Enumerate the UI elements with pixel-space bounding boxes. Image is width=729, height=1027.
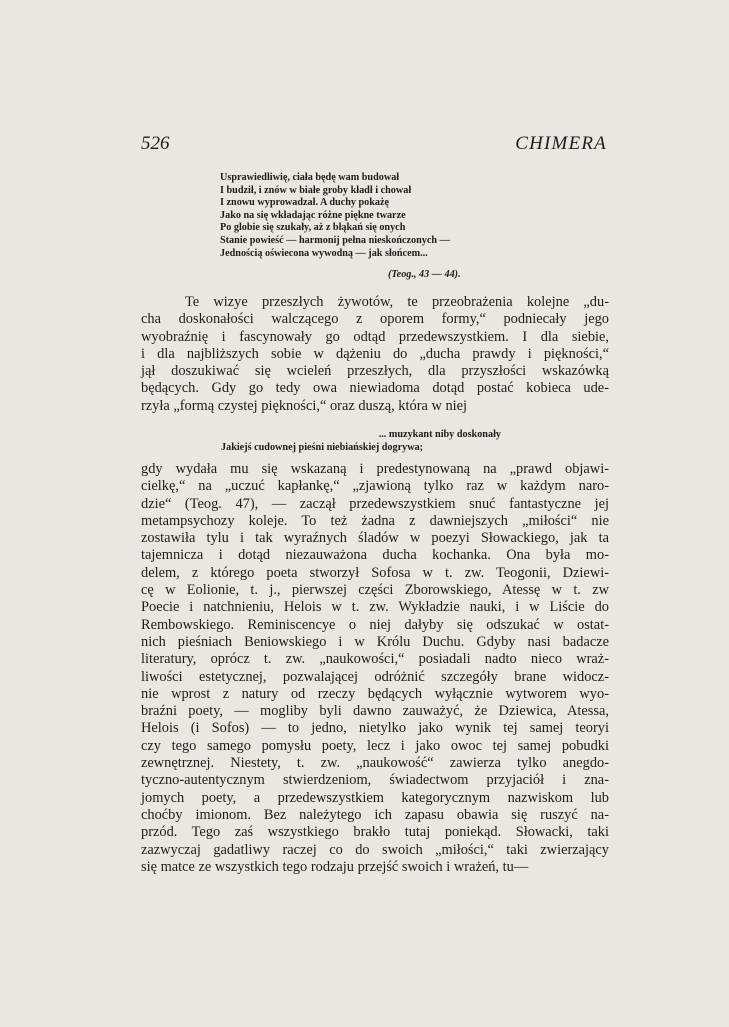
paragraph (141, 461, 609, 876)
text-line: nich pieśniach Beniowskiego i w Królu Duchu. Gdyby nasi badacze (141, 633, 609, 650)
text-line: zewnętrznej. Niestety, t. zw. „naukowość“ zawierza tylko anegdo- (141, 755, 609, 772)
text-line: i dla najbliższych sobie w dążeniu do „ducha prawdy i piękności,“ (141, 345, 609, 362)
text-line: liwości estetycznej, pozwalającej odróżnić szczegóły brane widocz- (141, 668, 609, 685)
text-line: metampsychozy koleje. To też żadna z dawniejszych „miłości“ nie (141, 512, 609, 529)
text-line: cielkę,“ na „uczuć kapłankę,“ „zjawioną tylko raz w każdym naro- (141, 478, 609, 495)
verse-line: Stanie powieść — harmonij pełna nieskończonych — (220, 234, 450, 246)
text-line: zostawiła tylu i tak wyraźnych śladów w poezyi Słowackiego, jak ta (141, 530, 609, 547)
text-line: przód. Tego zaś wszystkiego brakło tutaj poniekąd. Słowacki, taki (141, 824, 609, 841)
text-line: Helois (i Sofos) — to jedno, nietylko jako wynik tej samej teoryi (141, 720, 609, 737)
text-line: jął doszukiwać się wcieleń przeszłych, dla przyszłości wskazówką (141, 363, 609, 380)
text-line: cha doskonałości walczącego z oporem formy,“ podniecały jego (141, 311, 609, 328)
text-line: cę w Eolionie, t. j., pierwszej części Zborowskiego, Atessę w t. zw (141, 582, 609, 599)
text-line: się matce ze wszystkich tego rodzaju przejść swoich i wrażeń, tu— (141, 858, 529, 875)
page-number: 526 (141, 133, 170, 154)
text-line: Rembowskiego. Reminiscencye o niej dałyby się odszukać w ostat- (141, 616, 609, 633)
text-line: gdy wydała mu się wskazaną i predestynowaną na „prawd objawi- (141, 461, 609, 477)
text-line: wyobraźnię i fascynowały go odtąd przedewszystkiem. I dla siebie, (141, 328, 609, 345)
text-line: Te wizye przeszłych żywotów, te przeobrażenia kolejne „du- (185, 294, 609, 310)
verse-line: Usprawiedliwię, ciała będę wam budował (220, 172, 400, 183)
verse-line: Jednością oświecona wywodną — jak słońcem... (220, 247, 428, 259)
quote-line: Jakiejś cudownej pieśni niebiańskiej dogrywa; (221, 442, 424, 453)
text-line: rzyła „formą czystej piękności,“ oraz duszą, która w niej (141, 397, 468, 414)
text-line: będących. Gdy go tedy owa niewiadoma dotąd postać kobieca ude- (141, 380, 609, 397)
text-line: tajemnicza i dotąd niezauważona ducha kochanka. Ona była mo- (141, 547, 609, 564)
quote-line: ... muzykant niby doskonały (378, 429, 501, 440)
text-line: literatury, oprócz t. zw. „naukowości,“ posiadali nadto nieco wraż- (141, 651, 609, 668)
verse-citation: (Teog., 43 — 44). (388, 269, 461, 280)
text-line: nie wprost z natury od rzeczy będących wyłącznie wytworem wyo- (141, 685, 609, 702)
page-header (141, 132, 607, 156)
text-line: braźni poety, — mogliby byli dawno zauważyć, że Dziewica, Atessa, (141, 703, 609, 720)
text-line: dzie“ (Teog. 47), — zaczął przedewszystkiem snuć fantastyczne jej (141, 495, 609, 512)
verse-line: I budził, i znów w białe groby kładł i chował (220, 184, 412, 196)
text-line: Poecie i natchnieniu, Helois w t. zw. Wykładzie nauki, i w Liście do (141, 599, 609, 616)
verse-line: Po globie się szukały, aż z błąkań się onych (220, 222, 406, 234)
text-line: czy tego samego pomysłu poety, lecz i jako owoc tej samej pobudki (141, 737, 609, 754)
text-line: delem, z którego poeta stworzył Sofosa w t. zw. Teogonii, Dziewi- (141, 564, 609, 581)
text-line: choćby imionom. Bez należytego ich zapasu obawia się ruszyć na- (141, 806, 609, 823)
paragraph (141, 294, 609, 415)
verse-line: Jako na się wkładając różne piękne twarze (220, 209, 406, 221)
verse-quotation (220, 172, 520, 260)
verse-line: I znowu wyprowadzał. A duchy pokażę (220, 197, 390, 209)
text-line: jomych poety, a przedewszystkiem kategorycznym nazwiskom lub (141, 789, 609, 806)
text-line: tyczno-autentycznym stwierdzeniom, świadectwom przyjaciół i zna- (141, 772, 609, 789)
running-title: CHIMERA (515, 133, 607, 154)
text-line: zazwyczaj gadatliwy raczej co do swoich „miłości,“ taki zwierzający (141, 841, 609, 858)
embedded-quote (221, 428, 501, 454)
